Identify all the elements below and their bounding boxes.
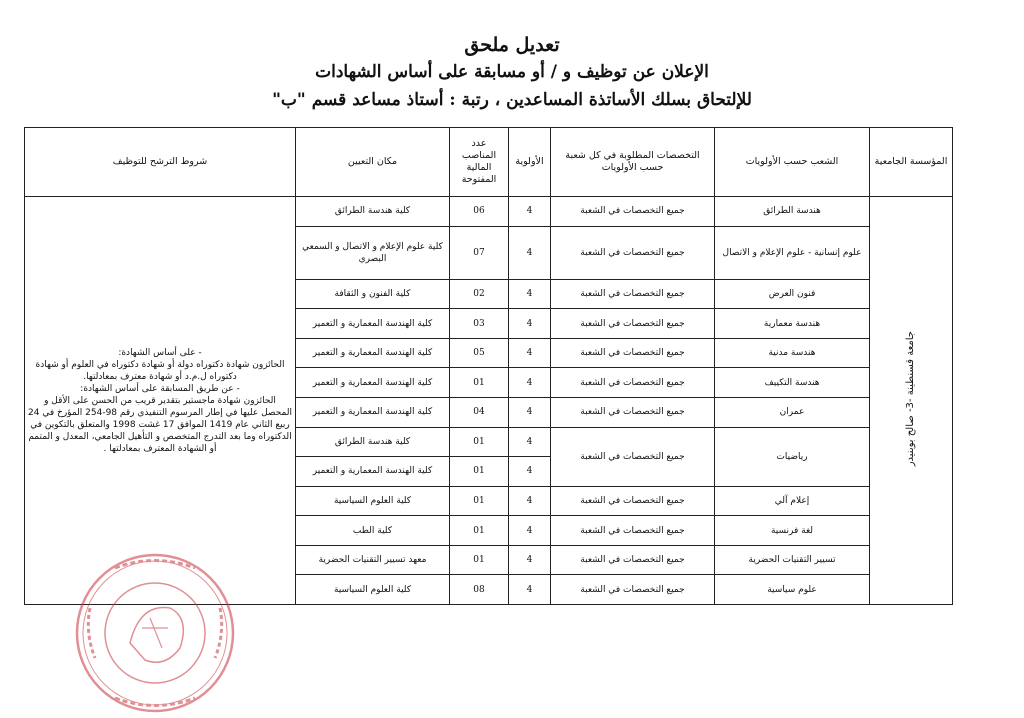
place-cell: كلية الطب (296, 516, 450, 546)
place-cell: معهد تسيير التقنيات الحضرية (296, 545, 450, 575)
branch-cell: فنون العرض (715, 279, 870, 309)
count-cell: 03 (450, 309, 509, 339)
header-positions: عدد المناصب المالية المفتوحة (450, 128, 509, 197)
specialty-cell: جميع التخصصات في الشعبة (551, 309, 715, 339)
place-cell: كلية الهندسة المعمارية و التعمير (296, 309, 450, 339)
branch-cell: لغة فرنسية (715, 516, 870, 546)
priority-cell: 4 (509, 338, 551, 368)
condition-text-2: الحائزون شهادة ماجستير بتقدير قريب من الحسن على الأقل و المحصل عليها في إطار المرسوم التنفيذي رقم 98-254 المؤرخ في 24 ربيع الثاني عام 1419 الموافق 17 غشت 1998 والمتعلق بالتكوين في الدكتوراه وما بعد التدرج المتخصص و التأهيل الجامعي، المعدل و المتمم أو الشهادة المعترف بمعادلتها . (28, 395, 292, 454)
count-cell: 01 (450, 457, 509, 487)
priority-cell: 4 (509, 516, 551, 546)
header-line-3: للإلتحاق بسلك الأساتذة المساعدين ، رتبة : أستاذ مساعد قسم "ب" (272, 90, 752, 110)
branch-cell: هندسة مدنية (715, 338, 870, 368)
specialty-cell: جميع التخصصات في الشعبة (551, 338, 715, 368)
positions-table (24, 127, 953, 605)
count-cell: 07 (450, 226, 509, 279)
official-stamp (70, 548, 240, 718)
branch-cell: رياضيات (715, 427, 870, 486)
priority-cell: 4 (509, 226, 551, 279)
condition-text-1: الحائزون شهادة دكتوراه دولة أو شهادة دكتوراه في العلوم أو شهادة دكتوراه ل.م.د أو شهادة معترف بمعادلتها. (35, 359, 285, 382)
specialty-cell: جميع التخصصات في الشعبة (551, 486, 715, 516)
place-cell: كلية العلوم السياسية (296, 575, 450, 605)
priority-cell: 4 (509, 545, 551, 575)
specialty-cell: جميع التخصصات في الشعبة (551, 197, 715, 227)
condition-heading-2: - عن طريق المسابقة على أساس الشهادة: (80, 383, 240, 394)
priority-cell: 4 (509, 279, 551, 309)
header-line-1: تعديل ملحق (464, 34, 560, 56)
branch-cell: هندسة معمارية (715, 309, 870, 339)
priority-cell: 4 (509, 457, 551, 487)
specialty-cell: جميع التخصصات في الشعبة (551, 575, 715, 605)
table-row (25, 197, 953, 227)
branch-cell: تسيير التقنيات الحضرية (715, 545, 870, 575)
count-cell: 04 (450, 398, 509, 428)
count-cell: 05 (450, 338, 509, 368)
specialty-cell: جميع التخصصات في الشعبة (551, 545, 715, 575)
place-cell: كلية علوم الإعلام و الاتصال و السمعي البصري (296, 226, 450, 279)
priority-cell: 4 (509, 575, 551, 605)
place-cell: كلية هندسة الطرائق (296, 197, 450, 227)
specialty-cell: جميع التخصصات في الشعبة (551, 398, 715, 428)
header-priority: الأولوية (509, 128, 551, 197)
header-line-2: الإعلان عن توظيف و / أو مسابقة على أساس الشهادات (315, 62, 709, 82)
priority-cell: 4 (509, 368, 551, 398)
branch-cell: علوم سياسية (715, 575, 870, 605)
institution-cell (870, 197, 953, 605)
institution-name: جامعة قسنطينة -3- صالح بوبنيدر (905, 330, 916, 467)
priority-cell: 4 (509, 197, 551, 227)
document-header (0, 32, 1024, 114)
place-cell: كلية الهندسة المعمارية و التعمير (296, 398, 450, 428)
specialty-cell: جميع التخصصات في الشعبة (551, 368, 715, 398)
specialty-cell: جميع التخصصات في الشعبة (551, 427, 715, 486)
count-cell: 01 (450, 427, 509, 457)
place-cell: كلية هندسة الطرائق (296, 427, 450, 457)
branch-cell: هندسة الطرائق (715, 197, 870, 227)
priority-cell: 4 (509, 309, 551, 339)
conditions-cell (25, 197, 296, 605)
branch-cell: علوم إنسانية - علوم الإعلام و الاتصال (715, 226, 870, 279)
place-cell: كلية الهندسة المعمارية و التعمير (296, 368, 450, 398)
condition-heading-1: - على أساس الشهادة: (118, 347, 202, 358)
header-institution: المؤسسة الجامعية (870, 128, 953, 197)
count-cell: 06 (450, 197, 509, 227)
specialty-cell: جميع التخصصات في الشعبة (551, 516, 715, 546)
branch-cell: هندسة التكييف (715, 368, 870, 398)
count-cell: 01 (450, 516, 509, 546)
header-conditions: شروط الترشح للتوظيف (25, 128, 296, 197)
place-cell: كلية الهندسة المعمارية و التعمير (296, 338, 450, 368)
count-cell: 01 (450, 486, 509, 516)
count-cell: 08 (450, 575, 509, 605)
header-place: مكان التعيين (296, 128, 450, 197)
priority-cell: 4 (509, 486, 551, 516)
header-branch: الشعب حسب الأولويات (715, 128, 870, 197)
table-header-row (25, 128, 953, 197)
priority-cell: 4 (509, 427, 551, 457)
count-cell: 02 (450, 279, 509, 309)
branch-cell: إعلام آلي (715, 486, 870, 516)
place-cell: كلية العلوم السياسية (296, 486, 450, 516)
count-cell: 01 (450, 545, 509, 575)
count-cell: 01 (450, 368, 509, 398)
header-specialties: التخصصات المطلوبة في كل شعبة حسب الأولويات (551, 128, 715, 197)
specialty-cell: جميع التخصصات في الشعبة (551, 279, 715, 309)
branch-cell: عمران (715, 398, 870, 428)
place-cell: كلية الهندسة المعمارية و التعمير (296, 457, 450, 487)
priority-cell: 4 (509, 398, 551, 428)
place-cell: كلية الفنون و الثقافة (296, 279, 450, 309)
specialty-cell: جميع التخصصات في الشعبة (551, 226, 715, 279)
